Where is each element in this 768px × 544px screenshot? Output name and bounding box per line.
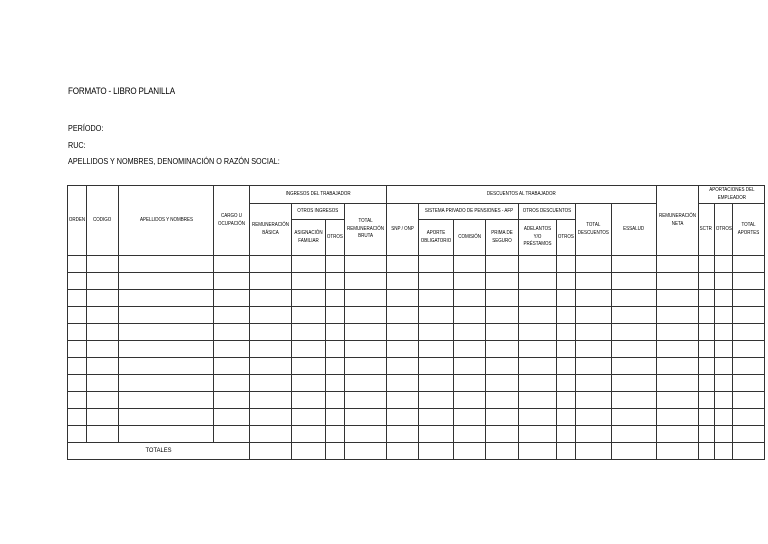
table-cell[interactable]: [87, 290, 119, 307]
table-cell[interactable]: [611, 409, 656, 426]
table-cell[interactable]: [714, 341, 733, 358]
table-cell[interactable]: [454, 392, 486, 409]
table-cell[interactable]: [733, 409, 765, 426]
table-cell[interactable]: [250, 358, 292, 375]
table-cell[interactable]: [326, 341, 345, 358]
table-cell[interactable]: [733, 358, 765, 375]
table-cell[interactable]: [250, 273, 292, 290]
table-cell[interactable]: [387, 256, 419, 273]
table-cell[interactable]: [486, 324, 519, 341]
totals-cell: [344, 443, 386, 460]
table-cell[interactable]: [486, 392, 519, 409]
table-cell[interactable]: [214, 375, 250, 392]
col-cargo: CARGO U OCUPACIÓN: [214, 186, 250, 256]
table-cell[interactable]: [68, 375, 87, 392]
table-cell[interactable]: [119, 324, 214, 341]
table-cell[interactable]: [292, 341, 326, 358]
table-cell[interactable]: [714, 409, 733, 426]
table-cell[interactable]: [250, 290, 292, 307]
totals-label: TOTALES: [68, 443, 250, 460]
table-cell[interactable]: [68, 256, 87, 273]
razon-social-label: APELLIDOS Y NOMBRES, DENOMINACIÓN O RAZÓN SOCIAL:: [68, 156, 280, 166]
table-cell[interactable]: [557, 290, 576, 307]
table-row: [68, 341, 765, 358]
table-cell[interactable]: [575, 409, 611, 426]
table-cell[interactable]: [519, 409, 557, 426]
table-cell[interactable]: [292, 273, 326, 290]
table-cell[interactable]: [519, 375, 557, 392]
table-cell[interactable]: [519, 341, 557, 358]
table-cell[interactable]: [698, 307, 714, 324]
table-cell[interactable]: [519, 392, 557, 409]
table-cell[interactable]: [575, 426, 611, 443]
table-cell[interactable]: [214, 358, 250, 375]
table-cell[interactable]: [714, 290, 733, 307]
table-cell[interactable]: [656, 290, 698, 307]
col-total-descuentos: TOTAL DESCUENTOS: [575, 204, 611, 256]
table-cell[interactable]: [214, 426, 250, 443]
table-cell[interactable]: [87, 273, 119, 290]
table-cell[interactable]: [656, 256, 698, 273]
table-cell[interactable]: [656, 409, 698, 426]
table-cell[interactable]: [326, 409, 345, 426]
table-cell[interactable]: [87, 426, 119, 443]
table-cell[interactable]: [698, 426, 714, 443]
table-cell[interactable]: [344, 409, 386, 426]
table-cell[interactable]: [454, 358, 486, 375]
group-otros-ingresos: OTROS INGRESOS: [292, 204, 345, 220]
table-cell[interactable]: [68, 324, 87, 341]
totals-cell: [519, 443, 557, 460]
table-cell[interactable]: [656, 392, 698, 409]
table-cell[interactable]: [344, 307, 386, 324]
group-aportaciones: APORTACIONES DEL EMPLEADOR: [698, 186, 765, 204]
table-cell[interactable]: [611, 290, 656, 307]
col-aportes-otros: OTROS: [714, 204, 733, 256]
table-cell[interactable]: [519, 256, 557, 273]
table-cell[interactable]: [87, 341, 119, 358]
table-cell[interactable]: [344, 273, 386, 290]
table-cell[interactable]: [656, 341, 698, 358]
table-cell[interactable]: [733, 290, 765, 307]
col-asignacion-familiar: ASIGNACIÓN FAMILIAR: [292, 220, 326, 256]
libro-planilla-table: [67, 185, 765, 460]
table-cell[interactable]: [557, 409, 576, 426]
table-cell[interactable]: [250, 256, 292, 273]
table-cell[interactable]: [119, 392, 214, 409]
table-row: [68, 409, 765, 426]
table-cell[interactable]: [326, 324, 345, 341]
table-cell[interactable]: [344, 426, 386, 443]
table-cell[interactable]: [344, 256, 386, 273]
table-cell[interactable]: [326, 273, 345, 290]
table-cell[interactable]: [575, 324, 611, 341]
table-cell[interactable]: [714, 273, 733, 290]
table-cell[interactable]: [387, 409, 419, 426]
table-cell[interactable]: [656, 375, 698, 392]
table-cell[interactable]: [519, 290, 557, 307]
table-cell[interactable]: [387, 341, 419, 358]
table-cell[interactable]: [119, 341, 214, 358]
table-cell[interactable]: [419, 324, 454, 341]
table-cell[interactable]: [575, 341, 611, 358]
table-cell[interactable]: [119, 256, 214, 273]
table-cell[interactable]: [611, 375, 656, 392]
table-cell[interactable]: [344, 358, 386, 375]
table-cell[interactable]: [387, 324, 419, 341]
table-cell[interactable]: [387, 392, 419, 409]
table-cell[interactable]: [326, 256, 345, 273]
totals-cell: [714, 443, 733, 460]
totals-cell: [326, 443, 345, 460]
table-cell[interactable]: [575, 290, 611, 307]
table-cell[interactable]: [68, 358, 87, 375]
table-cell[interactable]: [486, 256, 519, 273]
col-codigo: CODIGO: [87, 186, 119, 256]
table-cell[interactable]: [611, 307, 656, 324]
table-cell[interactable]: [387, 273, 419, 290]
table-cell[interactable]: [454, 307, 486, 324]
table-cell[interactable]: [486, 290, 519, 307]
table-cell[interactable]: [326, 392, 345, 409]
table-cell[interactable]: [419, 426, 454, 443]
col-total-aportes: TOTAL APORTES: [733, 204, 765, 256]
ruc-label: RUC:: [68, 140, 86, 150]
table-cell[interactable]: [486, 307, 519, 324]
table-cell[interactable]: [519, 358, 557, 375]
table-cell[interactable]: [387, 358, 419, 375]
col-aporte-obligatorio: APORTE OBLIGATORIO: [419, 220, 454, 256]
table-cell[interactable]: [575, 307, 611, 324]
table-cell[interactable]: [419, 409, 454, 426]
table-cell[interactable]: [486, 409, 519, 426]
table-cell[interactable]: [733, 273, 765, 290]
table-cell[interactable]: [557, 392, 576, 409]
col-prima-seguro: PRIMA DE SEGURO: [486, 220, 519, 256]
totals-cell: [656, 443, 698, 460]
table-cell[interactable]: [68, 426, 87, 443]
table-cell[interactable]: [454, 426, 486, 443]
table-cell[interactable]: [519, 426, 557, 443]
table-cell[interactable]: [119, 273, 214, 290]
table-cell[interactable]: [326, 358, 345, 375]
table-row: [68, 256, 765, 273]
table-cell[interactable]: [250, 324, 292, 341]
table-cell[interactable]: [68, 392, 87, 409]
col-adelantos: ADELANTOS Y/O PRÉSTAMOS: [519, 220, 557, 256]
table-cell[interactable]: [250, 341, 292, 358]
col-sctr: SCTR: [698, 204, 714, 256]
table-cell[interactable]: [486, 341, 519, 358]
totals-cell: [575, 443, 611, 460]
table-cell[interactable]: [733, 375, 765, 392]
group-ingresos: INGRESOS DEL TRABAJADOR: [250, 186, 387, 204]
table-cell[interactable]: [557, 358, 576, 375]
table-row: [68, 324, 765, 341]
table-cell[interactable]: [454, 324, 486, 341]
table-cell[interactable]: [344, 290, 386, 307]
table-cell[interactable]: [714, 358, 733, 375]
totals-cell: [611, 443, 656, 460]
table-cell[interactable]: [656, 324, 698, 341]
table-cell[interactable]: [656, 426, 698, 443]
table-cell[interactable]: [292, 358, 326, 375]
table-cell[interactable]: [454, 341, 486, 358]
table-cell[interactable]: [557, 307, 576, 324]
table-cell[interactable]: [87, 409, 119, 426]
table-cell[interactable]: [119, 375, 214, 392]
table-row: [68, 392, 765, 409]
table-cell[interactable]: [557, 426, 576, 443]
table-cell[interactable]: [419, 392, 454, 409]
table-row: [68, 426, 765, 443]
table-cell[interactable]: [292, 426, 326, 443]
table-cell[interactable]: [214, 307, 250, 324]
table-cell[interactable]: [486, 358, 519, 375]
table-cell[interactable]: [87, 307, 119, 324]
periodo-label: PERÍODO:: [68, 123, 104, 133]
table-cell[interactable]: [486, 426, 519, 443]
table-cell[interactable]: [344, 341, 386, 358]
table-cell[interactable]: [733, 392, 765, 409]
table-cell[interactable]: [611, 341, 656, 358]
table-cell[interactable]: [714, 256, 733, 273]
table-cell[interactable]: [575, 358, 611, 375]
table-cell[interactable]: [557, 341, 576, 358]
table-cell[interactable]: [87, 324, 119, 341]
table-cell[interactable]: [575, 273, 611, 290]
table-cell[interactable]: [519, 273, 557, 290]
table-cell[interactable]: [214, 409, 250, 426]
table-cell[interactable]: [214, 290, 250, 307]
table-cell[interactable]: [119, 409, 214, 426]
table-cell[interactable]: [119, 358, 214, 375]
table-cell[interactable]: [387, 375, 419, 392]
table-cell[interactable]: [387, 307, 419, 324]
table-cell[interactable]: [656, 273, 698, 290]
table-cell[interactable]: [419, 375, 454, 392]
table-row: [68, 307, 765, 324]
table-cell[interactable]: [292, 290, 326, 307]
col-remuneracion-basica: REMUNERACIÓN BÁSICA: [250, 204, 292, 256]
table-cell[interactable]: [214, 392, 250, 409]
table-cell[interactable]: [68, 409, 87, 426]
table-cell[interactable]: [87, 358, 119, 375]
table-cell[interactable]: [292, 256, 326, 273]
table-cell[interactable]: [698, 392, 714, 409]
table-cell[interactable]: [419, 290, 454, 307]
table-cell[interactable]: [292, 375, 326, 392]
table-cell[interactable]: [87, 256, 119, 273]
table-cell[interactable]: [87, 392, 119, 409]
table-cell[interactable]: [119, 307, 214, 324]
table-cell[interactable]: [292, 392, 326, 409]
table-cell[interactable]: [486, 375, 519, 392]
table-cell[interactable]: [557, 375, 576, 392]
table-cell[interactable]: [454, 290, 486, 307]
table-cell[interactable]: [519, 307, 557, 324]
table-cell[interactable]: [292, 324, 326, 341]
table-cell[interactable]: [714, 324, 733, 341]
totals-cell: [387, 443, 419, 460]
table-cell[interactable]: [387, 290, 419, 307]
table-cell[interactable]: [611, 256, 656, 273]
col-otros-ingresos: OTROS: [326, 220, 345, 256]
table-cell[interactable]: [557, 256, 576, 273]
table-cell[interactable]: [326, 375, 345, 392]
group-sistema-privado: SISTEMA PRIVADO DE PENSIONES - AFP: [419, 204, 519, 220]
table-cell[interactable]: [454, 256, 486, 273]
table-cell[interactable]: [68, 307, 87, 324]
table-cell[interactable]: [387, 426, 419, 443]
table-cell[interactable]: [419, 358, 454, 375]
table-cell[interactable]: [656, 307, 698, 324]
table-cell[interactable]: [454, 375, 486, 392]
table-cell[interactable]: [419, 307, 454, 324]
table-cell[interactable]: [698, 375, 714, 392]
table-cell[interactable]: [344, 324, 386, 341]
table-cell[interactable]: [611, 392, 656, 409]
table-cell[interactable]: [733, 426, 765, 443]
table-cell[interactable]: [214, 273, 250, 290]
table-cell[interactable]: [714, 426, 733, 443]
document-title: FORMATO - LIBRO PLANILLA: [68, 86, 175, 97]
table-cell[interactable]: [250, 307, 292, 324]
table-cell[interactable]: [250, 392, 292, 409]
col-total-remuneracion-bruta: TOTAL REMUNERACIÓN BRUTA: [344, 204, 386, 256]
table-cell[interactable]: [557, 324, 576, 341]
totals-cell: [454, 443, 486, 460]
totals-cell: [698, 443, 714, 460]
totals-cell: [557, 443, 576, 460]
table-cell[interactable]: [326, 307, 345, 324]
totals-cell: [733, 443, 765, 460]
table-cell[interactable]: [214, 341, 250, 358]
table-cell[interactable]: [698, 324, 714, 341]
group-descuentos: DESCUENTOS AL TRABAJADOR: [387, 186, 656, 204]
table-cell[interactable]: [68, 273, 87, 290]
table-cell[interactable]: [698, 256, 714, 273]
table-cell[interactable]: [575, 392, 611, 409]
table-cell[interactable]: [68, 290, 87, 307]
table-cell[interactable]: [611, 273, 656, 290]
table-cell[interactable]: [68, 341, 87, 358]
table-cell[interactable]: [733, 307, 765, 324]
table-cell[interactable]: [698, 358, 714, 375]
table-cell[interactable]: [344, 392, 386, 409]
group-otros-descuentos: OTROS DESCUENTOS: [519, 204, 576, 220]
table-cell[interactable]: [714, 307, 733, 324]
totals-cell: [250, 443, 292, 460]
table-cell[interactable]: [214, 256, 250, 273]
table-cell[interactable]: [454, 409, 486, 426]
col-apellidos-nombres: APELLIDOS Y NOMBRES: [119, 186, 214, 256]
col-orden: ORDEN: [68, 186, 87, 256]
table-row: [68, 273, 765, 290]
totals-cell: [486, 443, 519, 460]
table-cell[interactable]: [698, 273, 714, 290]
col-essalud: ESSALUD: [611, 204, 656, 256]
table-cell[interactable]: [344, 375, 386, 392]
table-cell[interactable]: [611, 426, 656, 443]
table-cell[interactable]: [698, 409, 714, 426]
table-cell[interactable]: [119, 290, 214, 307]
col-remuneracion-neta: REMUNERACIÓN NETA: [656, 186, 698, 256]
table-cell[interactable]: [733, 256, 765, 273]
table-row: [68, 375, 765, 392]
table-cell[interactable]: [733, 341, 765, 358]
col-comision: COMISIÓN: [454, 220, 486, 256]
table-cell[interactable]: [733, 324, 765, 341]
table-row: [68, 358, 765, 375]
table-cell[interactable]: [698, 290, 714, 307]
table-cell[interactable]: [326, 426, 345, 443]
totals-cell: [419, 443, 454, 460]
table-cell[interactable]: [575, 256, 611, 273]
table-cell[interactable]: [557, 273, 576, 290]
table-cell[interactable]: [250, 409, 292, 426]
table-cell[interactable]: [292, 409, 326, 426]
table-cell[interactable]: [714, 392, 733, 409]
table-cell[interactable]: [419, 341, 454, 358]
table-cell[interactable]: [656, 358, 698, 375]
table-cell[interactable]: [119, 426, 214, 443]
table-cell[interactable]: [698, 341, 714, 358]
table-cell[interactable]: [326, 290, 345, 307]
table-cell[interactable]: [714, 375, 733, 392]
table-cell[interactable]: [486, 273, 519, 290]
table-cell[interactable]: [454, 273, 486, 290]
totals-cell: [292, 443, 326, 460]
table-cell[interactable]: [575, 375, 611, 392]
table-cell[interactable]: [250, 426, 292, 443]
table-cell[interactable]: [419, 256, 454, 273]
table-row: [68, 290, 765, 307]
table-cell[interactable]: [214, 324, 250, 341]
table-cell[interactable]: [611, 324, 656, 341]
table-cell[interactable]: [250, 375, 292, 392]
table-cell[interactable]: [292, 307, 326, 324]
col-snp-onp: SNP / ONP: [387, 204, 419, 256]
col-otros-descuentos: OTROS: [557, 220, 576, 256]
table-cell[interactable]: [519, 324, 557, 341]
table-cell[interactable]: [419, 273, 454, 290]
table-cell[interactable]: [611, 358, 656, 375]
table-cell[interactable]: [87, 375, 119, 392]
